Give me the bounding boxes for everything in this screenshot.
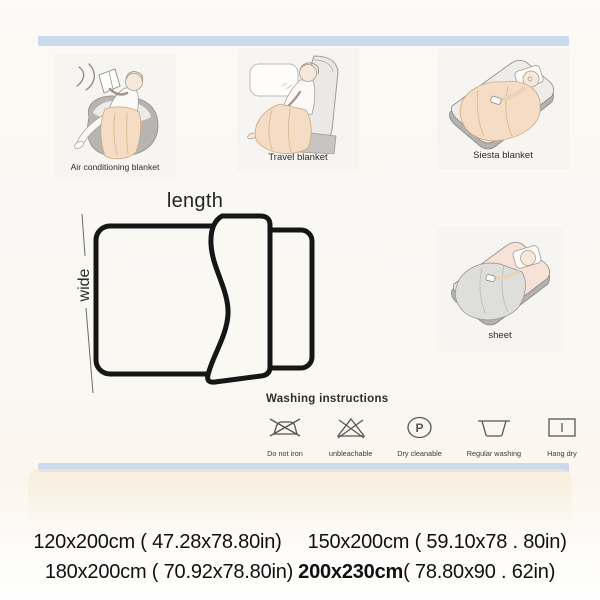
panel-label: Siesta blanket — [473, 150, 533, 161]
wash-label: Do not iron — [267, 449, 303, 458]
size-cm: 120x200cm — [33, 531, 135, 553]
usage-panel-sheet — [438, 228, 562, 350]
blanket-fold-strip — [208, 216, 270, 382]
air-conditioning-illustration — [55, 55, 175, 163]
usage-panel-air-conditioning — [55, 55, 175, 178]
wash-item-hang-dry — [546, 416, 578, 458]
size-cm: 150x200cm — [307, 531, 410, 553]
panel-label: Travel blanket — [268, 152, 328, 163]
wash-item-regular-washing — [467, 414, 521, 458]
dry-clean-icon — [406, 414, 433, 445]
size-in: ( 70.92x78.80in) — [146, 561, 294, 583]
panel-label: sheet — [488, 330, 512, 341]
person-head — [521, 251, 536, 266]
travel-illustration — [238, 50, 358, 154]
do-not-bleach-icon — [335, 414, 367, 445]
wash-item-do-not-iron — [266, 414, 304, 458]
wide-dimension-line-bottom — [86, 308, 93, 393]
siesta-illustration — [438, 50, 568, 150]
blanket-size-diagram — [72, 190, 330, 397]
size-row-1 — [0, 527, 600, 557]
person-head — [300, 65, 317, 82]
size-cm: 180x200cm — [44, 561, 147, 583]
wide-label: wide — [76, 268, 93, 302]
do-not-iron-icon — [266, 414, 304, 445]
size-in: ( 47.28x78.80in) — [134, 531, 282, 553]
washing-title: Washing instructions — [266, 393, 389, 405]
blanket — [101, 107, 141, 159]
cold-air-icon — [77, 64, 94, 90]
blanket — [460, 81, 540, 140]
size-list — [0, 527, 600, 587]
washing-icons-row — [266, 414, 578, 458]
washing-instructions — [266, 393, 578, 458]
blanket — [255, 104, 311, 154]
top-accent-strip — [38, 36, 569, 46]
person-head — [126, 74, 143, 91]
washing-tub-icon — [476, 414, 512, 445]
blanket-outline-drawing — [72, 190, 330, 397]
cream-band — [28, 469, 572, 527]
wash-item-unbleachable — [329, 414, 372, 458]
usage-panel-travel — [238, 50, 358, 170]
size-cm-highlight: 200x230cm — [298, 561, 404, 583]
hang-dry-icon — [546, 416, 578, 445]
svg-text:P: P — [415, 421, 424, 435]
usage-panel-siesta — [438, 50, 568, 168]
wash-label: Regular washing — [466, 449, 522, 458]
size-in: ( 78.80x90 . 62in) — [403, 561, 556, 583]
wash-label: Dry cleanable — [397, 449, 442, 458]
size-in: ( 59.10x78 . 80in) — [409, 531, 567, 553]
wash-item-dry-clean — [397, 414, 442, 458]
wash-label: unbleachable — [328, 449, 373, 458]
sheet-illustration — [438, 228, 562, 330]
panel-label: Air conditioning blanket — [70, 162, 160, 172]
length-label: length — [166, 190, 224, 212]
wide-dimension-line-top — [82, 214, 85, 256]
size-row-2 — [0, 557, 600, 587]
wash-label: Hang dry — [547, 449, 577, 458]
